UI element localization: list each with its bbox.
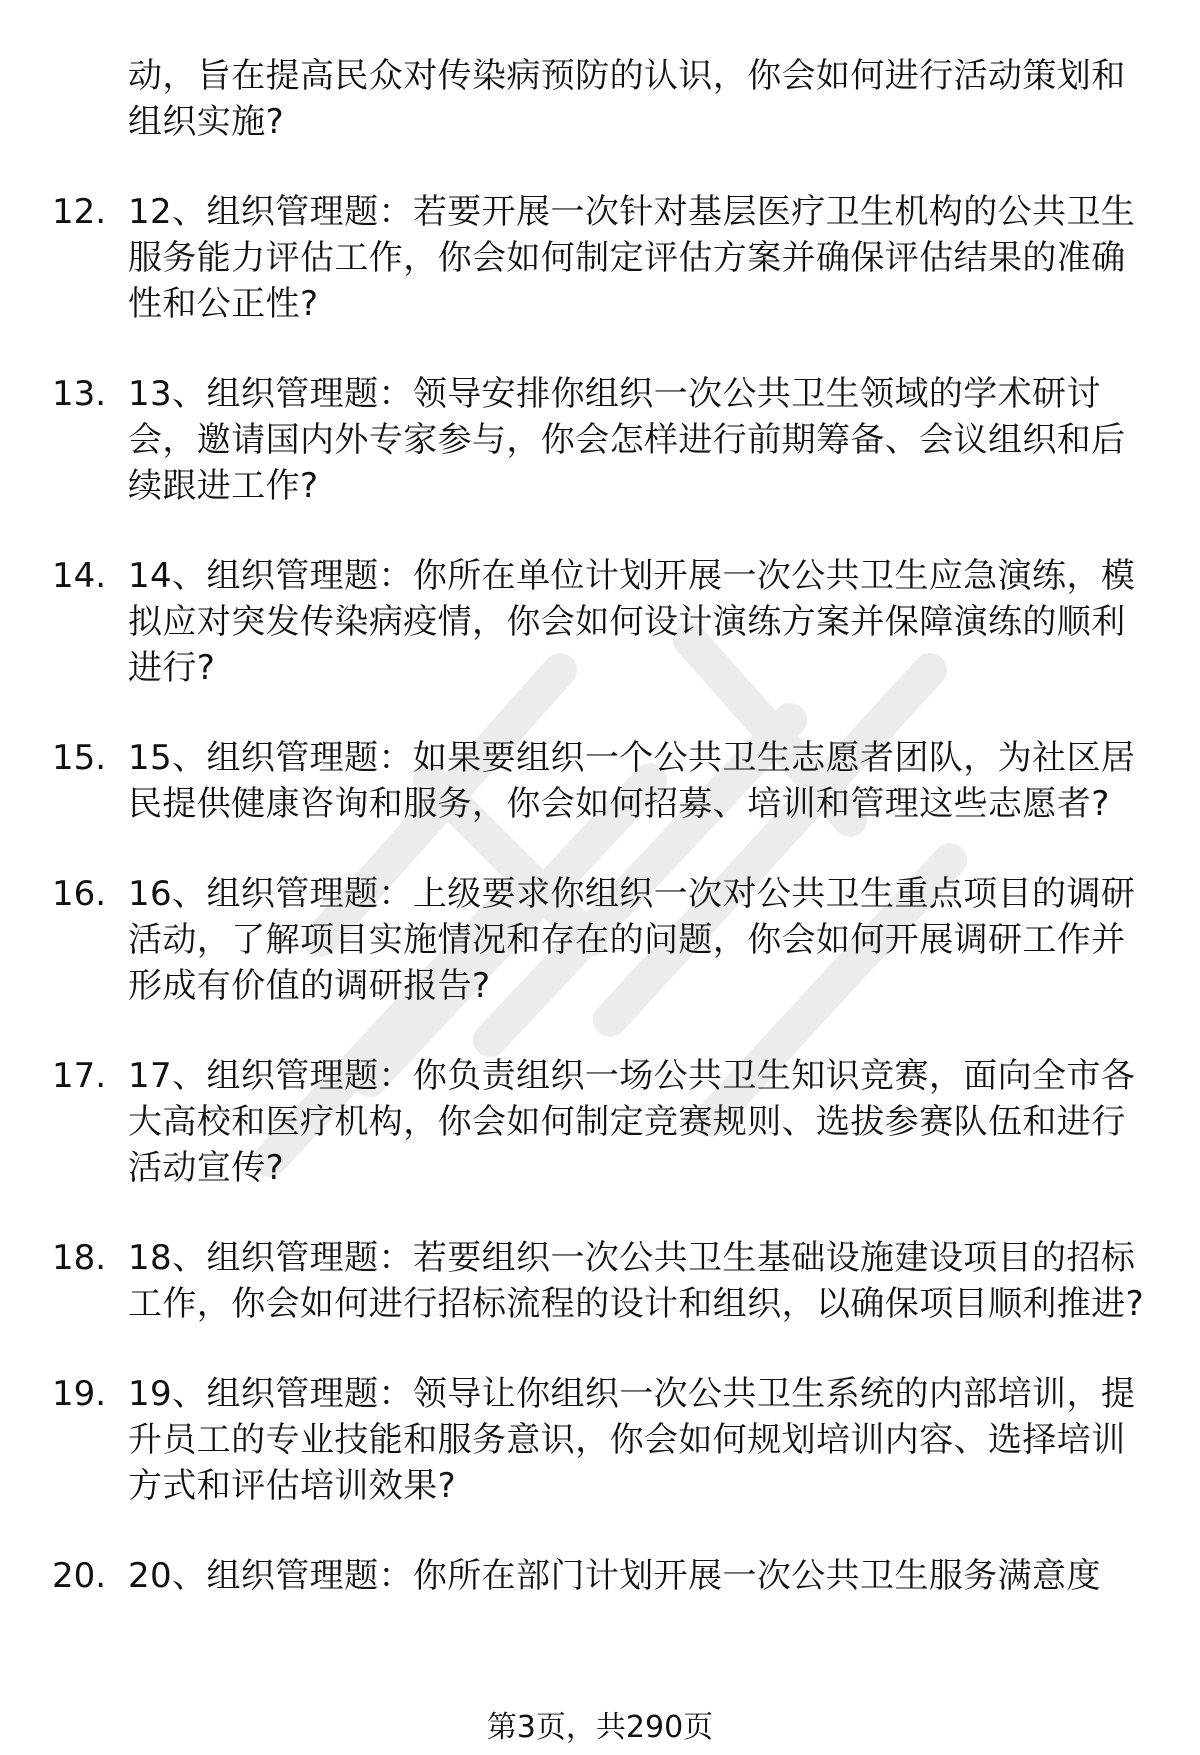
item-number: 16. [52, 874, 107, 914]
item-text: 16、组织管理题：上级要求你组织一次对公共卫生重点项目的调研活动，了解项目实施情况和存在的问题，你会如何开展调研工作并形成有价值的调研报告? [128, 874, 1136, 1006]
list-item [0, 871, 1200, 1009]
item-text: 12、组织管理题：若要开展一次针对基层医疗卫生机构的公共卫生服务能力评估工作，你会如何制定评估方案并确保评估结果的准确性和公正性? [128, 192, 1136, 324]
item-number: 20. [52, 1556, 107, 1596]
page-footer: 第3页，共290页 [486, 1710, 714, 1745]
list-item [0, 553, 1200, 691]
item-number: 18. [52, 1238, 107, 1278]
item-number: 13. [52, 374, 107, 414]
list-item [0, 1371, 1200, 1509]
list-item [0, 1053, 1200, 1191]
item-number: 14. [52, 556, 107, 596]
item-text: 14、组织管理题：你所在单位计划开展一次公共卫生应急演练，模拟应对突发传染病疫情，你会如何设计演练方案并保障演练的顺利进行? [128, 556, 1136, 688]
list-item [0, 189, 1200, 327]
item-text: 17、组织管理题：你负责组织一场公共卫生知识竞赛，面向全市各大高校和医疗机构，你会如何制定竞赛规则、选拔参赛队伍和进行活动宣传? [128, 1056, 1136, 1188]
list-item [0, 0, 1200, 145]
item-text: 20、组织管理题：你所在部门计划开展一次公共卫生服务满意度 [128, 1556, 1101, 1596]
item-number: 15. [52, 738, 107, 778]
item-text: 18、组织管理题：若要组织一次公共卫生基础设施建设项目的招标工作，你会如何进行招标流程的设计和组织，以确保项目顺利推进? [128, 1238, 1145, 1324]
item-text: 15、组织管理题：如果要组织一个公共卫生志愿者团队，为社区居民提供健康咨询和服务，你会如何招募、培训和管理这些志愿者? [128, 738, 1136, 824]
item-text: 13、组织管理题：领导安排你组织一次公共卫生领域的学术研讨会，邀请国内外专家参与，你会怎样进行前期筹备、会议组织和后续跟进工作? [128, 374, 1126, 506]
item-number: 19. [52, 1374, 107, 1414]
item-number: 12. [52, 192, 107, 232]
list-item [0, 1235, 1200, 1327]
item-number: 17. [52, 1056, 107, 1096]
item-text: 动，旨在提高民众对传染病预防的认识，你会如何进行活动策划和组织实施? [128, 56, 1126, 142]
list-item [0, 1553, 1200, 1599]
list-item [0, 735, 1200, 827]
item-text: 19、组织管理题：领导让你组织一次公共卫生系统的内部培训，提升员工的专业技能和服务意识，你会如何规划培训内容、选择培训方式和评估培训效果? [128, 1374, 1136, 1506]
list-item [0, 371, 1200, 509]
